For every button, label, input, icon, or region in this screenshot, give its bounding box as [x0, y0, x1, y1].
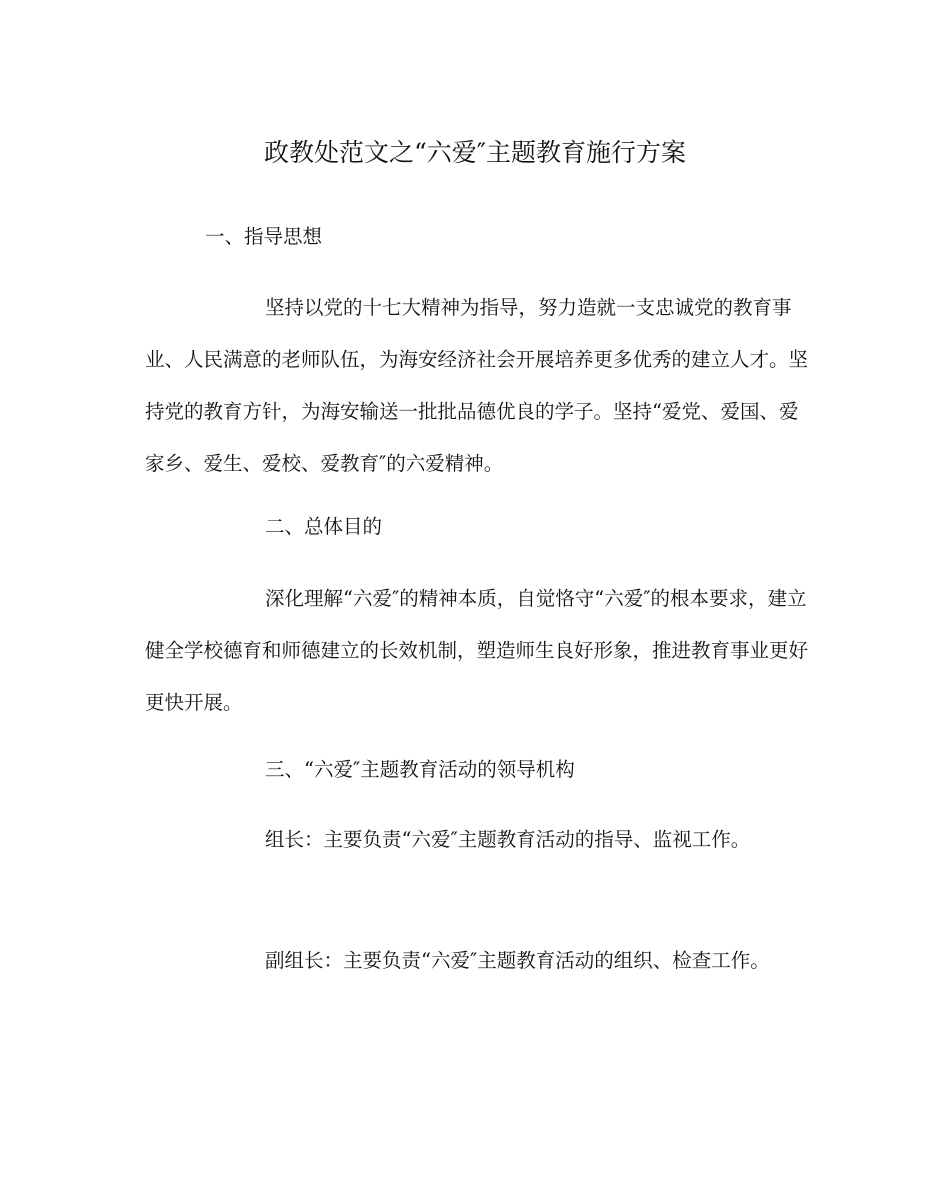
paragraph-guiding-ideology: 坚持以党的十七大精神为指导，努力造就一支忠诚党的教育事业、人民满意的老师队伍，为海安经济社会开展培养更多优秀的建立人才。坚持党的教育方针，为海安输送一批批品德优良的学子。坚持“爱党、爱国、爱家乡、爱生、爱校、爱教育″的六爱精神。	[145, 296, 809, 475]
section-heading-overall-goal: 二、总体目的	[265, 515, 383, 538]
section-heading-guiding-ideology: 一、指导思想	[205, 225, 323, 248]
section-heading-leadership: 三、“六爱″主题教育活动的领导机构	[265, 758, 575, 781]
paragraph-group-leader: 组长：主要负责“六爱″主题教育活动的指导、监视工作。	[265, 828, 751, 851]
paragraph-overall-goal: 深化理解“六爱″的精神本质，自觉恪守“六爱″的根本要求，建立健全学校德育和师德建立的长效机制，塑造师生良好形象，推进教育事业更好更快开展。	[145, 587, 809, 714]
document-title: 政教处范文之“六爱″主题教育施行方案	[263, 138, 687, 167]
paragraph-deputy-leader: 副组长：主要负责“六爱″主题教育活动的组织、检查工作。	[265, 949, 770, 972]
